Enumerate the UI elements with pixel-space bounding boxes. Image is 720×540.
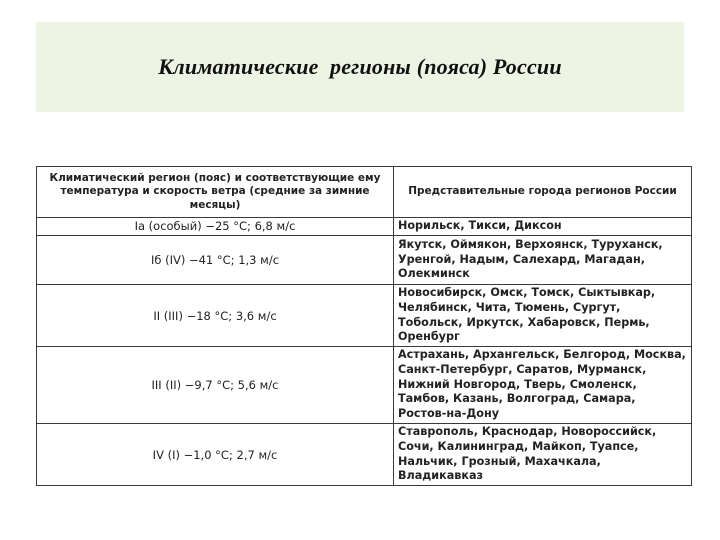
- region-cell: Iб (IV) −41 °С; 1,3 м/с: [37, 236, 394, 285]
- slide-title: Климатические регионы (пояса) России: [158, 54, 562, 79]
- cities-cell: Якутск, Оймякон, Верхоянск, Туруханск, Уренгой, Надым, Салехард, Магадан, Олекминск: [394, 236, 692, 285]
- climate-regions-table: [36, 166, 692, 486]
- region-cell: II (III) −18 °С; 3,6 м/с: [37, 285, 394, 347]
- title-banner: [36, 22, 684, 112]
- table-row: [37, 285, 692, 347]
- region-cell: Iа (особый) −25 °С; 6,8 м/с: [37, 218, 394, 236]
- table-row: [37, 236, 692, 285]
- table-row: [37, 424, 692, 486]
- table-row: [37, 347, 692, 424]
- cities-cell: Астрахань, Архангельск, Белгород, Москва, Санкт-Петербург, Саратов, Мурманск, Нижний Новгород, Тверь, Смоленск, Тамбов, Казань, Волгоград, Самара, Ростов-на-Дону: [394, 347, 692, 424]
- table-row: [37, 218, 692, 236]
- cities-cell: Ставрополь, Краснодар, Новороссийск, Сочи, Калининград, Майкоп, Туапсе, Нальчик, Грозный, Махачкала, Владикавказ: [394, 424, 692, 486]
- region-cell: III (II) −9,7 °С; 5,6 м/с: [37, 347, 394, 424]
- header-region: Климатический регион (пояс) и соответствующие ему температура и скорость ветра (средние за зимние месяцы): [37, 167, 394, 218]
- cities-cell: Норильск, Тикси, Диксон: [394, 218, 692, 236]
- region-cell: IV (I) −1,0 °С; 2,7 м/с: [37, 424, 394, 486]
- table-header-row: [37, 167, 692, 218]
- cities-cell: Новосибирск, Омск, Томск, Сыктывкар, Челябинск, Чита, Тюмень, Сургут, Тобольск, Иркутск, Хабаровск, Пермь, Оренбург: [394, 285, 692, 347]
- header-cities: Представительные города регионов России: [394, 167, 692, 218]
